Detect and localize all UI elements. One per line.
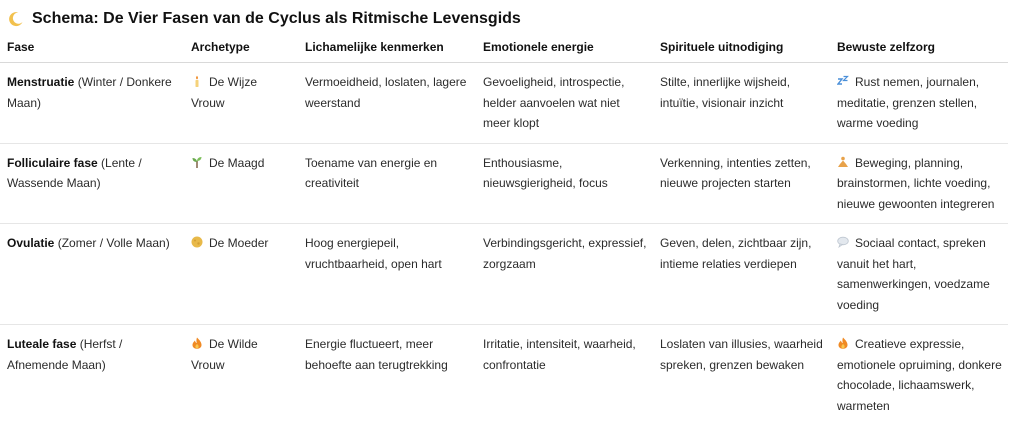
cell-selfcare	[830, 143, 1008, 224]
header-bewuste-zelfzorg: Bewuste zelfzorg	[830, 34, 1008, 63]
archetype-label: De Wijze Vrouw	[191, 75, 257, 110]
table-header-row	[0, 34, 1008, 63]
phase-season: (Zomer / Volle Maan)	[54, 236, 169, 250]
selfcare-label: Beweging, planning, brainstormen, lichte voeding, nieuwe gewoonten integreren	[837, 156, 994, 211]
header-spirituele-uitnodiging: Spirituele uitnodiging	[653, 34, 830, 63]
cell-phase	[0, 63, 184, 144]
cell-archetype	[184, 325, 298, 425]
phase-name: Menstruatie	[7, 75, 74, 89]
cell-archetype	[184, 224, 298, 325]
cell-phase	[0, 325, 184, 425]
archetype-label: De Wilde Vrouw	[191, 337, 258, 372]
sleep-icon	[837, 75, 849, 87]
cell-spirit: Verkenning, intenties zetten, nieuwe projecten starten	[653, 143, 830, 224]
phase-name: Folliculaire fase	[7, 156, 98, 170]
cell-archetype	[184, 63, 298, 144]
phases-table	[0, 34, 1008, 425]
header-emotionele-energie: Emotionele energie	[476, 34, 653, 63]
cell-spirit: Stilte, innerlijke wijsheid, intuïtie, visionair inzicht	[653, 63, 830, 144]
archetype-label: De Maagd	[209, 156, 264, 170]
cell-body: Hoog energiepeil, vruchtbaarheid, open hart	[298, 224, 476, 325]
cell-emotion: Irritatie, intensiteit, waarheid, confrontatie	[476, 325, 653, 425]
cell-phase	[0, 143, 184, 224]
phase-season: (Lente / Wassende Maan)	[7, 156, 142, 191]
page-title-row	[8, 8, 521, 30]
seedling-icon	[191, 156, 203, 168]
cell-body: Vermoeidheid, loslaten, lagere weerstand	[298, 63, 476, 144]
cell-emotion: Verbindingsgericht, expressief, zorgzaam	[476, 224, 653, 325]
meditation-icon	[837, 156, 849, 168]
cell-body: Energie fluctueert, meer behoefte aan terugtrekking	[298, 325, 476, 425]
table-row	[0, 224, 1008, 325]
candle-icon	[191, 75, 203, 87]
page-title: Schema: De Vier Fasen van de Cyclus als Ritmische Levensgids	[32, 10, 521, 28]
cell-spirit: Loslaten van illusies, waarheid spreken, grenzen bewaken	[653, 325, 830, 425]
crescent-moon-icon	[8, 11, 24, 27]
full-moon-icon	[191, 236, 203, 248]
phase-season: (Winter / Donkere Maan)	[7, 75, 172, 110]
cell-selfcare	[830, 224, 1008, 325]
speech-bubble-icon	[837, 236, 849, 248]
cell-selfcare	[830, 325, 1008, 425]
cell-phase	[0, 224, 184, 325]
cell-body: Toename van energie en creativiteit	[298, 143, 476, 224]
header-lichamelijke-kenmerken: Lichamelijke kenmerken	[298, 34, 476, 63]
table-row	[0, 143, 1008, 224]
phase-season: (Herfst / Afnemende Maan)	[7, 337, 122, 372]
selfcare-label: Sociaal contact, spreken vanuit het hart, samenwerkingen, voedzame voeding	[837, 236, 990, 312]
cell-emotion: Gevoeligheid, introspectie, helder aanvoelen wat niet meer klopt	[476, 63, 653, 144]
table-row	[0, 63, 1008, 144]
archetype-label: De Moeder	[209, 236, 268, 250]
selfcare-label: Rust nemen, journalen, meditatie, grenzen stellen, warme voeding	[837, 75, 979, 130]
selfcare-label: Creatieve expressie, emotionele opruiming, donkere chocolade, lichaamswerk, warmeten	[837, 337, 1002, 413]
table-row	[0, 325, 1008, 425]
cell-spirit: Geven, delen, zichtbaar zijn, intieme relaties verdiepen	[653, 224, 830, 325]
header-archetype: Archetype	[184, 34, 298, 63]
cell-selfcare	[830, 63, 1008, 144]
phase-name: Ovulatie	[7, 236, 54, 250]
fire-icon	[191, 337, 203, 349]
phase-name: Luteale fase	[7, 337, 76, 351]
header-fase: Fase	[0, 34, 184, 63]
cell-emotion: Enthousiasme, nieuwsgierigheid, focus	[476, 143, 653, 224]
fire-icon	[837, 337, 849, 349]
cell-archetype	[184, 143, 298, 224]
